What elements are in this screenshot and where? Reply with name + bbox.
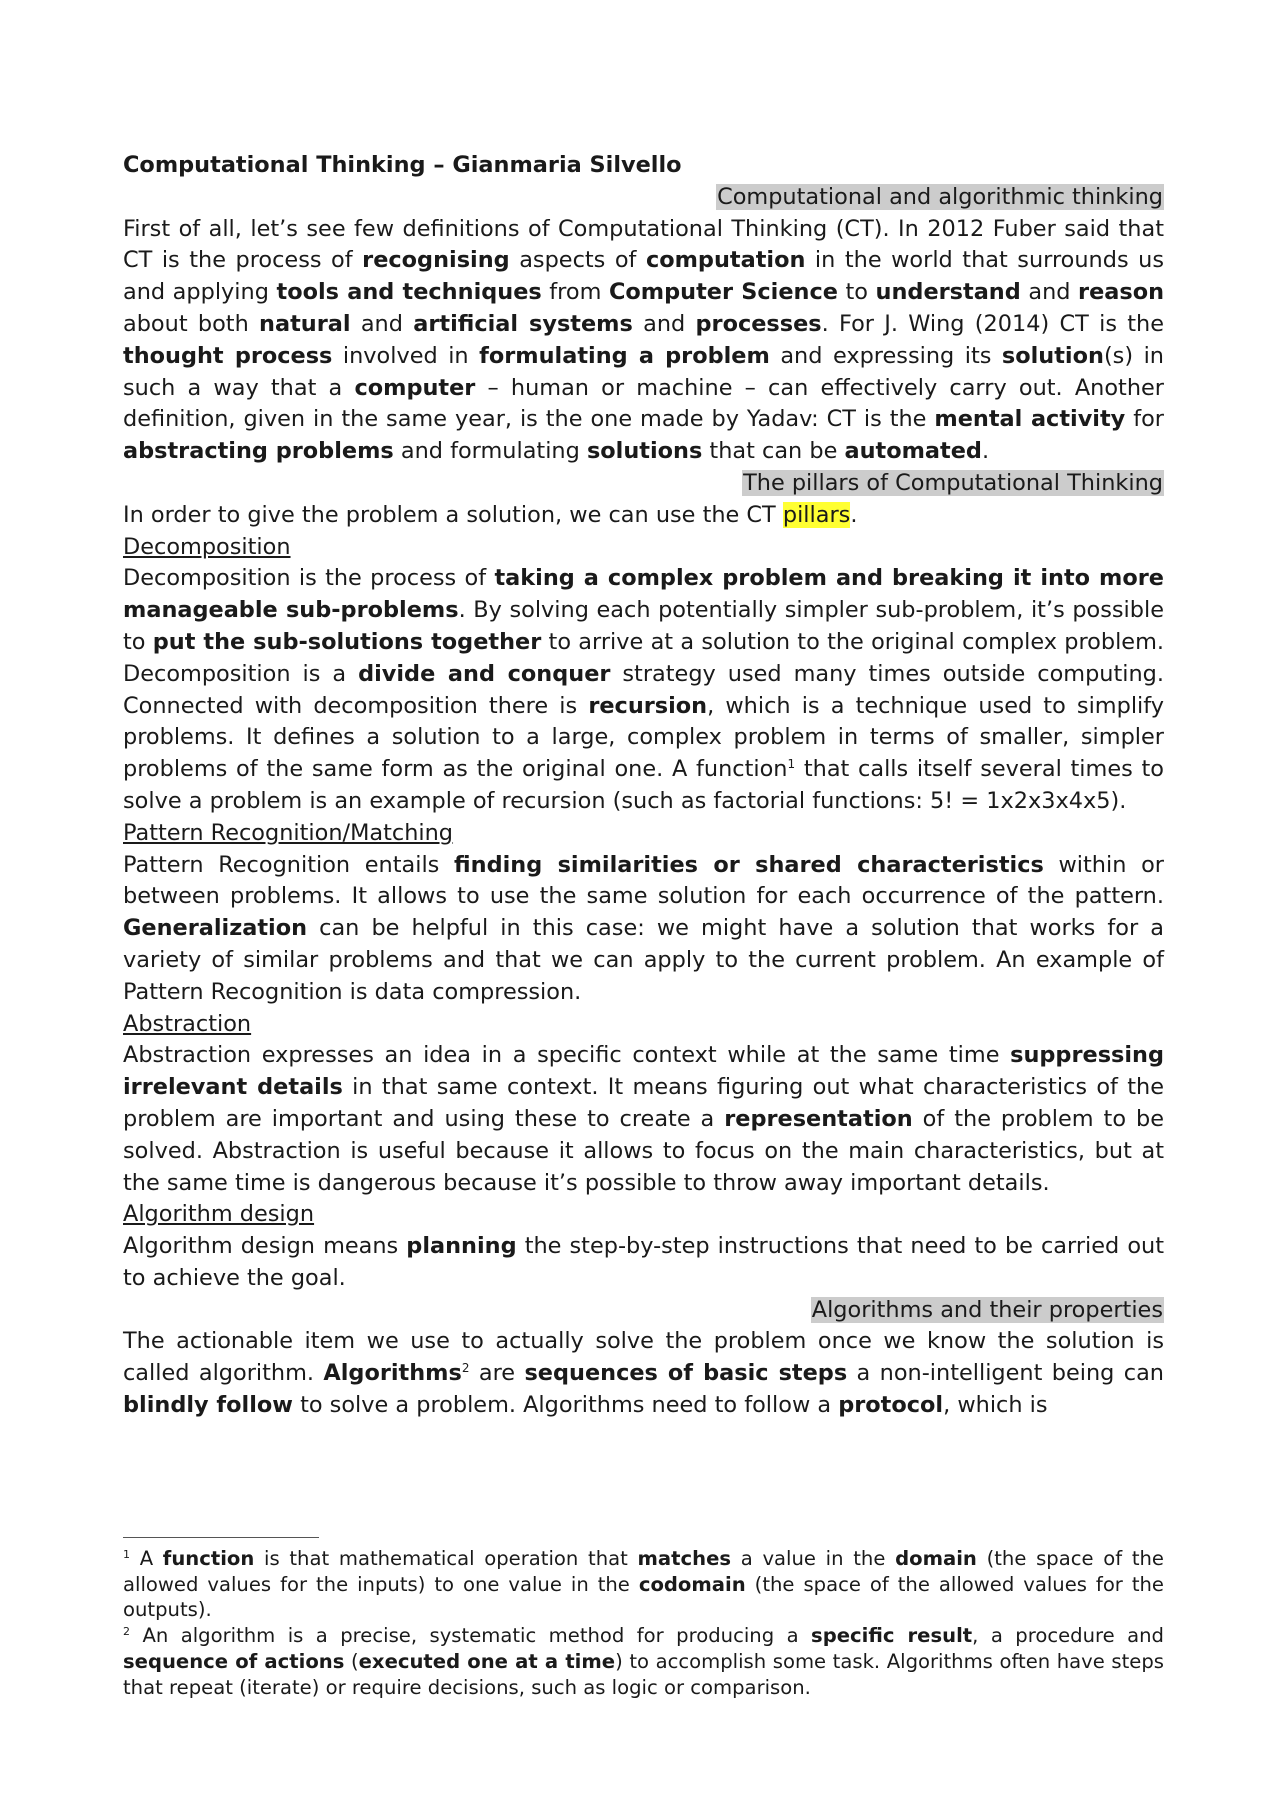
text-run: strategy used many times outside computing. Connected with decomposition there is: [123, 660, 1165, 719]
bold-term: protocol: [838, 1392, 944, 1419]
paragraph-algorithms: [123, 1326, 1164, 1421]
text-run: (s) in such a way that a: [123, 342, 1164, 401]
text-run: and expressing its: [769, 342, 1002, 369]
footnote-ref: 2: [123, 1625, 130, 1639]
footnote-ref: 2: [461, 1361, 470, 1376]
bold-term: formulating a problem: [479, 342, 770, 369]
text-run: A: [130, 1547, 163, 1570]
highlighted-pillars: pillars: [782, 501, 851, 528]
footnote-ref: 1: [787, 757, 796, 772]
text-run: and: [632, 310, 696, 337]
bold-term: function: [162, 1547, 255, 1570]
text-run: the step-by-step instructions that need to be carried out to achieve the goal.: [123, 1233, 1164, 1291]
text-run: aspects of: [509, 247, 646, 274]
text-run: in that same context. It means figuring out what characteristics of the problem are important and using these to create a: [123, 1074, 1164, 1132]
bold-term: matches: [637, 1547, 732, 1570]
footnote-separator: [123, 1537, 319, 1538]
bold-term: codomain: [638, 1572, 746, 1596]
bold-term: computation: [645, 247, 806, 274]
text-run: (the space of the allowed values for the inputs) to one value in the: [123, 1547, 1164, 1596]
text-run: of the problem to be solved. Abstraction is useful because it allows to focus on the main characteristics, but at the same time is dangerous because it’s possible to throw away important details.: [123, 1105, 1164, 1196]
text-run: (: [344, 1649, 359, 1673]
footnotes: [123, 1546, 1164, 1700]
bold-term: abstracting problems: [123, 438, 394, 465]
text-run: . By solving each potentially simpler sub-problem, it’s possible to: [123, 597, 1164, 655]
section-heading-algorithmic-thinking: Computational and algorithmic thinking: [717, 183, 1163, 210]
footnote-2: [123, 1623, 1164, 1700]
bold-term: put the sub-solutions together: [152, 628, 542, 655]
text-run: about both: [123, 310, 260, 337]
bold-term: taking a complex problem and breaking it into more manageable sub-problems: [123, 565, 1164, 624]
text-run: First of all, let’s see few definitions of Computational Thinking (CT). In 2012 Fuber said that CT is the process of: [123, 215, 1164, 274]
document-title: Computational Thinking – Gianmaria Silvello: [123, 152, 682, 178]
text-run: Decomposition is the process of: [123, 565, 495, 592]
bold-term: suppressing irrelevant details: [123, 1042, 1164, 1101]
text-run: that can be: [702, 438, 845, 465]
text-run: can be helpful in this case: we might have a solution that works for a variety of similar problems and that we can apply to the current problem. An example of Pattern Recognition is data compression.: [123, 915, 1164, 1005]
text-run: a non-intelligent being can: [847, 1360, 1164, 1387]
text-run: and: [1020, 279, 1079, 306]
paragraph-pattern-recognition: [123, 850, 1164, 1009]
bold-term: recognising: [362, 247, 510, 274]
text-run: is that mathematical operation that: [254, 1547, 638, 1570]
text-run: Abstraction expresses an idea in a specific context while at the same time: [123, 1042, 1011, 1069]
text-run: , which is: [943, 1392, 1048, 1419]
bold-term: sequences of basic steps: [524, 1360, 848, 1387]
bold-term: executed one at a time: [358, 1649, 616, 1673]
text-run: . For J. Wing (2014) CT is the: [821, 310, 1164, 337]
text-run: that calls itself several times to solve a problem is an example of recursion (such as factorial functions: 5! = 1x2x3x4x5).: [123, 756, 1164, 814]
text-run: in the world that surrounds us and applying: [123, 247, 1164, 306]
text-run: to solve a problem. Algorithms need to follow a: [292, 1392, 839, 1419]
paragraph-abstraction: [123, 1040, 1164, 1199]
text-run: and formulating: [393, 438, 587, 465]
bold-term: artificial systems: [413, 310, 633, 337]
text-run: , a procedure and: [972, 1624, 1164, 1648]
paragraph-algorithm-design: [123, 1231, 1164, 1295]
bold-term: reason: [1078, 279, 1165, 306]
bold-term: natural: [259, 310, 351, 337]
footnote-1: [123, 1546, 1164, 1623]
bold-term: computer: [354, 374, 476, 401]
text-run: ) to accomplish some task. Algorithms often have steps that repeat (iterate) or require decisions, such as logic or comparison.: [123, 1649, 1165, 1699]
text-run: and: [350, 310, 414, 337]
bold-term: recursion: [588, 692, 708, 719]
subheading-algorithm-design: Algorithm design: [123, 1201, 315, 1228]
paragraph-pillars-intro: In order to give the problem a solution, we can use the CT pillars.: [123, 501, 858, 528]
subheading-decomposition: Decomposition: [123, 533, 291, 560]
bold-term: planning: [406, 1233, 517, 1260]
paragraph-decomposition: [123, 563, 1164, 817]
bold-term: finding similarities or shared characteristics: [454, 851, 1044, 878]
text-run: An algorithm is a precise, systematic method for producing a: [130, 1624, 812, 1648]
text-run: are: [469, 1360, 525, 1387]
text-run: (the space of the allowed values for the outputs).: [123, 1572, 1164, 1622]
bold-term: Algorithms: [323, 1360, 462, 1387]
document-page: [123, 150, 1164, 1422]
bold-term: understand: [875, 279, 1021, 306]
text-run: The actionable item we use to actually solve the problem once we know the solution is called algorithm.: [123, 1328, 1164, 1387]
bold-term: solution: [1001, 342, 1104, 369]
text-run: from: [541, 279, 609, 306]
bold-term: thought process: [123, 342, 333, 369]
text-run: for: [1125, 406, 1165, 433]
section-heading-pillars: The pillars of Computational Thinking: [743, 469, 1163, 496]
footnote-ref: 1: [123, 1548, 130, 1561]
text-run: , which is a technique used to simplify problems. It defines a solution to a large, complex problem in terms of smaller, simpler problems of the same form as the original one. A function: [123, 692, 1164, 783]
paragraph-definitions: [123, 214, 1164, 468]
bold-term: blindly follow: [123, 1392, 293, 1419]
bold-term: divide and conquer: [358, 660, 611, 687]
bold-term: processes: [695, 310, 822, 337]
subheading-pattern-recognition: Pattern Recognition/Matching: [123, 819, 454, 846]
text-run: Pattern Recognition entails: [123, 851, 455, 878]
bold-term: automated: [844, 438, 982, 465]
text-run: Algorithm design means: [123, 1233, 407, 1260]
bold-term: tools and techniques: [276, 279, 542, 306]
text-run: – human or machine – can effectively carry out. Another definition, given in the same year, is the one made by Yadav: CT is the: [123, 374, 1165, 433]
bold-term: Generalization: [123, 915, 308, 942]
text-run: a value in the: [731, 1547, 896, 1570]
bold-term: solutions: [586, 438, 703, 465]
subheading-abstraction: Abstraction: [123, 1010, 252, 1037]
bold-term: representation: [724, 1105, 913, 1132]
text-run: .: [981, 438, 990, 465]
text-run: to: [837, 279, 876, 306]
bold-term: mental activity: [934, 406, 1126, 433]
bold-term: specific result: [811, 1624, 973, 1648]
text-run: involved in: [332, 342, 480, 369]
bold-term: domain: [895, 1547, 977, 1570]
text-run: within or between problems. It allows to use the same solution for each occurrence of the pattern.: [123, 851, 1164, 910]
bold-term: sequence of actions: [123, 1649, 345, 1673]
text-run: to arrive at a solution to the original complex problem. Decomposition is a: [123, 628, 1164, 687]
bold-term: Computer Science: [608, 279, 838, 306]
section-heading-algorithms-properties: Algorithms and their properties: [811, 1296, 1163, 1323]
